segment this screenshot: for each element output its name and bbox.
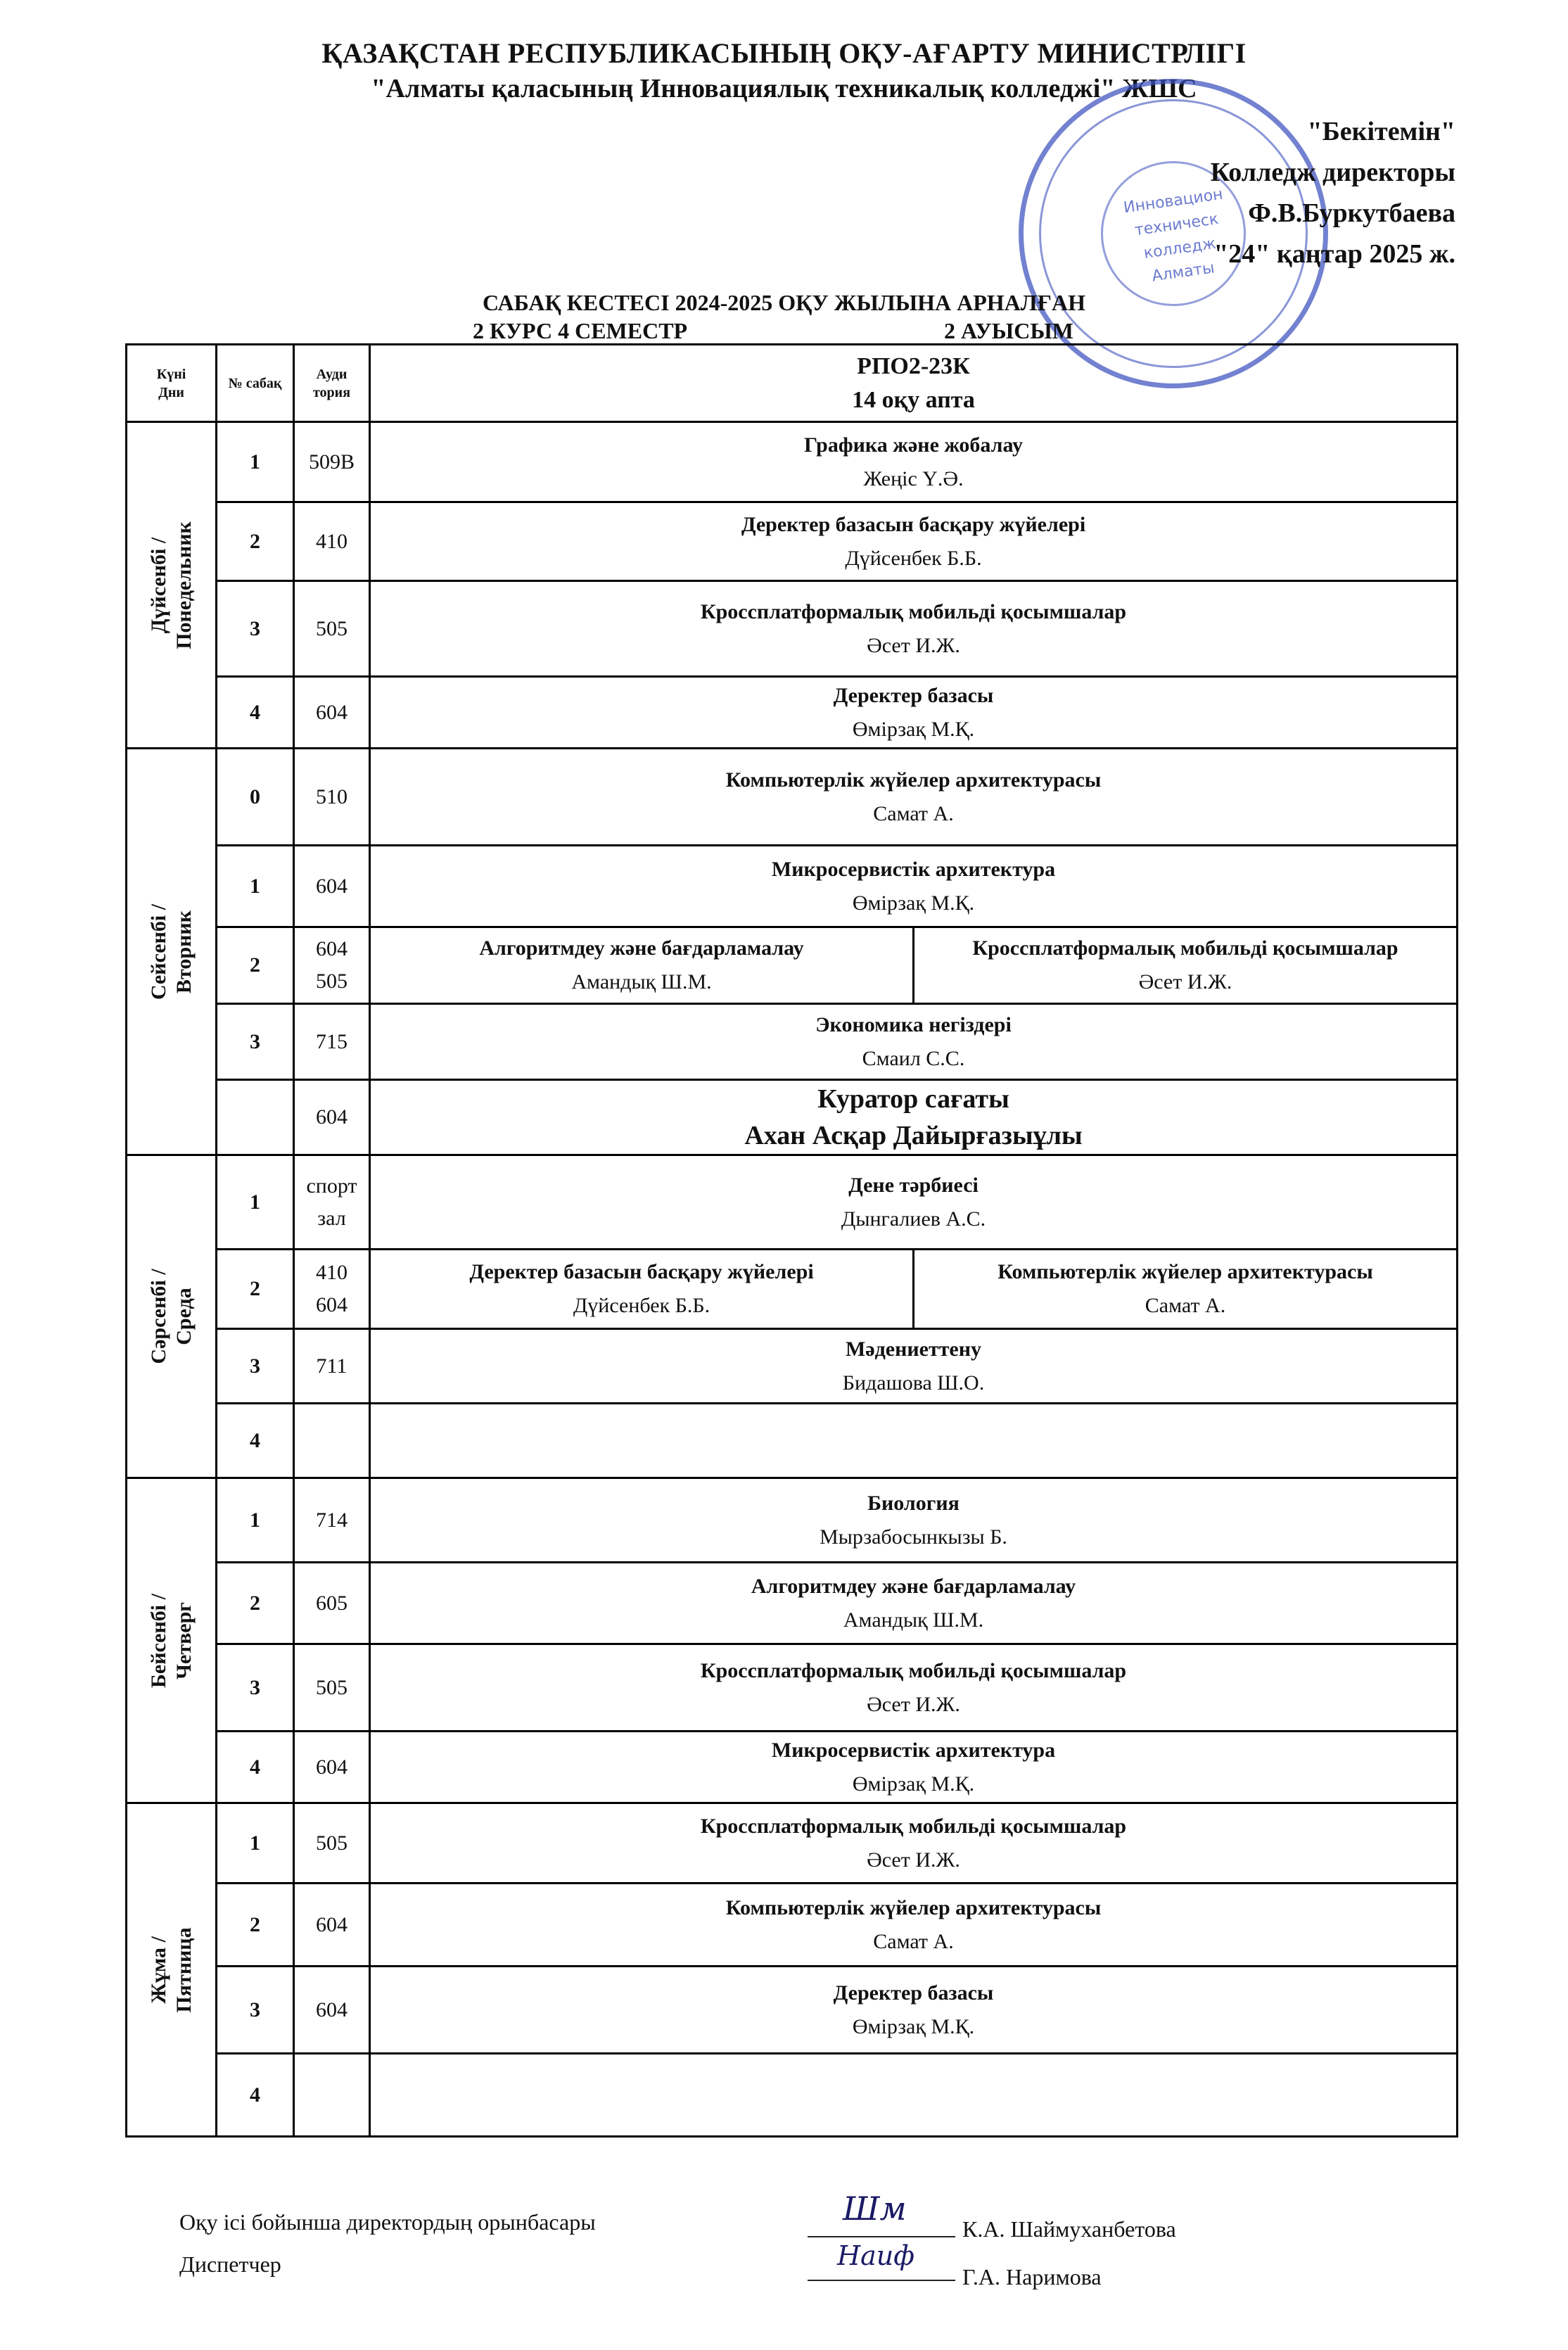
room-number: зал xyxy=(317,1206,346,1230)
room-number: 410 xyxy=(316,529,348,553)
group-header xyxy=(370,345,1458,422)
dispatcher-signature: Наиф xyxy=(837,2240,915,2271)
day-name-cell xyxy=(127,749,217,1155)
room-cell xyxy=(294,1329,370,1404)
lesson-number: 1 xyxy=(217,1155,294,1250)
room-cell xyxy=(294,502,370,581)
lesson-row xyxy=(127,1155,1458,1250)
lesson-number: 4 xyxy=(217,2054,294,2137)
teacher-name: Әсет И.Ж. xyxy=(867,1692,960,1716)
subject-name: Куратор сағаты xyxy=(817,1084,1009,1114)
teacher-name: Әсет И.Ж. xyxy=(867,1848,960,1872)
subject-name: Дене тәрбиесі xyxy=(848,1173,979,1197)
college-title: "Алматы қаласының Инновациялық техникалық колледжі" ЖШС xyxy=(371,74,1197,103)
lesson-number: 1 xyxy=(217,1478,294,1563)
lesson-number: 0 xyxy=(217,749,294,846)
lesson-row xyxy=(127,1080,1458,1155)
subject-cell xyxy=(370,927,1458,1004)
lesson-number: 2 xyxy=(217,927,294,1004)
lesson-row xyxy=(127,1250,1458,1329)
subject-name: Деректер базасын басқару жүйелері xyxy=(469,1260,814,1283)
lesson-row xyxy=(127,1884,1458,1967)
room-number: 604 xyxy=(316,1998,348,2021)
approval-date: "24" қаңтар 2025 ж. xyxy=(1213,239,1455,269)
col-header-lesson-number: № сабақ xyxy=(217,345,294,422)
course-semester: 2 КУРС 4 СЕМЕСТР xyxy=(473,318,688,343)
subject-name: Алгоритмдеу және бағдарламалау xyxy=(751,1574,1076,1598)
room-cell xyxy=(294,1644,370,1732)
subject-name: Кроссплатформалық мобильді қосымшалар xyxy=(700,1814,1127,1838)
room-cell xyxy=(294,581,370,677)
room-cell xyxy=(294,1004,370,1080)
subject-name: Деректер базасы xyxy=(833,683,994,707)
room-number: 604 xyxy=(316,1105,348,1129)
room-number: 711 xyxy=(316,1354,348,1378)
deputy-signature: Шм xyxy=(843,2190,907,2228)
subject-name: Микросервистік архитектура xyxy=(771,1738,1056,1762)
room-cell xyxy=(294,1563,370,1644)
lesson-number: 2 xyxy=(217,1563,294,1644)
teacher-name: Дынгалиев А.С. xyxy=(841,1207,986,1231)
lesson-number: 3 xyxy=(217,1967,294,2054)
subject-cell xyxy=(370,1644,1458,1732)
approval-position: Колледж директоры xyxy=(1210,158,1455,187)
room-cell xyxy=(294,2054,370,2137)
room-cell xyxy=(294,749,370,846)
lesson-row xyxy=(127,1329,1458,1404)
lesson-row xyxy=(127,1967,1458,2054)
lesson-row xyxy=(127,1803,1458,1884)
day-name: Жұма / Пятница xyxy=(146,1926,196,2013)
subgroup-cell xyxy=(371,1250,914,1328)
deputy-signature-line xyxy=(808,2236,955,2237)
lesson-number: 2 xyxy=(217,502,294,581)
teacher-name: Әсет И.Ж. xyxy=(1138,970,1232,993)
room-number: 604 xyxy=(316,700,348,724)
lesson-row xyxy=(127,2054,1458,2137)
schedule-table xyxy=(125,343,1458,2138)
subject-cell xyxy=(370,1478,1458,1563)
subject-cell xyxy=(370,1080,1458,1155)
room-number: 715 xyxy=(316,1029,348,1053)
subject-name: Компьютерлік жүйелер архитектурасы xyxy=(725,1895,1102,1919)
subject-name: Экономика негіздері xyxy=(815,1012,1012,1036)
teacher-name: Әсет И.Ж. xyxy=(867,633,960,657)
subject-cell xyxy=(370,1155,1458,1250)
dispatcher-signature-line xyxy=(808,2280,955,2281)
room-number: 505 xyxy=(316,1831,348,1855)
room-cell xyxy=(294,1803,370,1884)
teacher-name: Өмірзақ М.Қ. xyxy=(852,717,975,741)
room-number: 505 xyxy=(316,970,348,993)
lesson-row xyxy=(127,1004,1458,1080)
lesson-row xyxy=(127,1404,1458,1478)
dispatcher-name: Г.А. Наримова xyxy=(962,2264,1102,2289)
lesson-number: 4 xyxy=(217,677,294,749)
day-name: Дүйсенбі / Понедельник xyxy=(146,521,196,649)
teacher-name: Ахан Асқар Дайырғазыұлы xyxy=(744,1121,1083,1150)
subject-name: Кроссплатформалық мобильді қосымшалар xyxy=(700,1658,1127,1682)
subject-cell xyxy=(370,2054,1458,2137)
subject-cell xyxy=(370,502,1458,581)
teacher-name: Бидашова Ш.О. xyxy=(842,1371,985,1395)
teacher-name: Самат А. xyxy=(873,801,954,825)
room-number: 505 xyxy=(316,1675,348,1699)
room-cell xyxy=(294,1404,370,1478)
room-number: 714 xyxy=(316,1508,348,1532)
day-name-cell xyxy=(127,1478,217,1803)
col-header-day: Күні Дни xyxy=(127,345,217,422)
teacher-name: Дүйсенбек Б.Б. xyxy=(845,546,982,570)
subject-cell xyxy=(370,1250,1458,1329)
group-code: РПО2-23К xyxy=(857,352,970,379)
lesson-row xyxy=(127,1732,1458,1803)
subject-name: Деректер базасын басқару жүйелері xyxy=(741,512,1086,536)
approval-director-name: Ф.В.Буркутбаева xyxy=(1248,198,1455,228)
subject-name: Кроссплатформалық мобильді қосымшалар xyxy=(972,936,1398,960)
subject-name: Графика және жобалау xyxy=(803,433,1023,457)
subject-cell xyxy=(370,1563,1458,1644)
deputy-director-title: Оқу ісі бойынша директордың орынбасары xyxy=(179,2209,596,2235)
lesson-row xyxy=(127,422,1458,502)
lesson-row xyxy=(127,749,1458,846)
subgroup-cell xyxy=(914,1250,1457,1328)
lesson-row xyxy=(127,927,1458,1004)
subject-cell xyxy=(370,1967,1458,2054)
day-name: Сейсенбі / Вторник xyxy=(146,903,196,1000)
lesson-number: 3 xyxy=(217,1004,294,1080)
subject-name: Компьютерлік жүйелер архитектурасы xyxy=(997,1260,1373,1283)
teacher-name: Самат А. xyxy=(873,1929,954,1953)
teacher-name: Өмірзақ М.Қ. xyxy=(852,891,975,915)
teacher-name: Амандық Ш.М. xyxy=(571,970,712,993)
room-cell xyxy=(294,927,370,1004)
room-cell xyxy=(294,846,370,927)
shift-label: 2 АУЫСЫМ xyxy=(944,318,1073,343)
subject-name: Биология xyxy=(867,1491,960,1515)
lesson-row xyxy=(127,581,1458,677)
split-subject-table xyxy=(371,928,1456,1003)
schedule-body xyxy=(127,345,1458,2137)
teacher-name: Самат А. xyxy=(1145,1294,1226,1317)
ministry-title: ҚАЗАҚСТАН РЕСПУБЛИКАСЫНЫҢ ОҚУ-АҒАРТУ МИНИСТРЛІГІ xyxy=(321,37,1247,69)
subject-cell xyxy=(370,1732,1458,1803)
room-number: 505 xyxy=(316,616,348,640)
dispatcher-title: Диспетчер xyxy=(179,2251,281,2277)
subject-cell xyxy=(370,1329,1458,1404)
subject-cell xyxy=(370,581,1458,677)
lesson-row xyxy=(127,846,1458,927)
lesson-row xyxy=(127,502,1458,581)
room-cell xyxy=(294,1155,370,1250)
subject-name: Деректер базасы xyxy=(833,1981,994,2005)
seal-center-text: Инновацион техническ колледж Алматы xyxy=(1122,185,1225,286)
subject-cell xyxy=(370,422,1458,502)
room-cell xyxy=(294,677,370,749)
lesson-number: 3 xyxy=(217,1644,294,1732)
lesson-row xyxy=(127,1563,1458,1644)
subject-name: Мәдениеттену xyxy=(845,1337,982,1361)
lesson-number: 3 xyxy=(217,1329,294,1404)
split-subject-table xyxy=(371,1250,1456,1328)
day-name-cell xyxy=(127,1155,217,1478)
lesson-number: 1 xyxy=(217,846,294,927)
room-number: 604 xyxy=(316,1755,348,1779)
deputy-director-name: К.А. Шаймуханбетова xyxy=(962,2216,1176,2242)
subject-cell xyxy=(370,1803,1458,1884)
subject-name: Алгоритмдеу және бағдарламалау xyxy=(479,936,804,960)
day-name: Бейсенбі / Четверг xyxy=(146,1593,196,1688)
teacher-name: Жеңіс Ү.Ә. xyxy=(863,466,964,490)
table-header-row xyxy=(127,345,1458,422)
day-name: Сәрсенбі / Среда xyxy=(146,1269,196,1364)
room-number: 604 xyxy=(316,874,348,898)
schedule-title: САБАҚ КЕСТЕСІ 2024-2025 ОҚУ ЖЫЛЫНА АРНАЛҒАН xyxy=(483,290,1085,315)
lesson-row xyxy=(127,1478,1458,1563)
subject-cell xyxy=(370,1404,1458,1478)
teacher-name: Өмірзақ М.Қ. xyxy=(852,1772,975,1796)
subject-cell xyxy=(370,846,1458,927)
room-cell xyxy=(294,1884,370,1967)
teacher-name: Амандық Ш.М. xyxy=(843,1608,984,1632)
subject-name: Компьютерлік жүйелер архитектурасы xyxy=(725,768,1102,792)
lesson-number: 3 xyxy=(217,581,294,677)
room-number: 509В xyxy=(308,450,355,474)
day-name-cell xyxy=(127,422,217,749)
room-number: спорт xyxy=(306,1174,357,1198)
teacher-name: Дүйсенбек Б.Б. xyxy=(573,1294,710,1317)
room-cell xyxy=(294,1967,370,2054)
room-cell xyxy=(294,422,370,502)
study-week: 14 оқу апта xyxy=(852,386,975,413)
room-number: 410 xyxy=(316,1261,348,1284)
room-number: 604 xyxy=(316,1293,348,1316)
room-number: 604 xyxy=(316,937,348,960)
lesson-number: 4 xyxy=(217,1732,294,1803)
room-number: 605 xyxy=(316,1591,348,1615)
teacher-name: Өмірзақ М.Қ. xyxy=(852,2014,975,2038)
room-cell xyxy=(294,1732,370,1803)
lesson-number xyxy=(217,1080,294,1155)
subgroup-cell xyxy=(914,928,1457,1003)
lesson-number: 1 xyxy=(217,422,294,502)
subject-name: Кроссплатформалық мобильді қосымшалар xyxy=(700,599,1127,623)
room-number: 510 xyxy=(316,785,348,808)
subgroup-cell xyxy=(371,928,914,1003)
room-cell xyxy=(294,1478,370,1563)
subject-cell xyxy=(370,677,1458,749)
room-cell xyxy=(294,1250,370,1329)
lesson-number: 1 xyxy=(217,1803,294,1884)
day-name-cell xyxy=(127,1803,217,2137)
approval-title: "Бекітемін" xyxy=(1307,117,1455,146)
col-header-room: Ауди тория xyxy=(294,345,370,422)
lesson-row xyxy=(127,677,1458,749)
teacher-name: Мырзабосынкызы Б. xyxy=(820,1525,1007,1549)
lesson-number: 4 xyxy=(217,1404,294,1478)
room-number: 604 xyxy=(316,1912,348,1936)
subject-name: Микросервистік архитектура xyxy=(771,857,1056,881)
lesson-row xyxy=(127,1644,1458,1732)
subject-cell xyxy=(370,1004,1458,1080)
lesson-number: 2 xyxy=(217,1250,294,1329)
subject-cell xyxy=(370,749,1458,846)
teacher-name: Смаил С.С. xyxy=(862,1046,965,1070)
subject-cell xyxy=(370,1884,1458,1967)
lesson-number: 2 xyxy=(217,1884,294,1967)
room-cell xyxy=(294,1080,370,1155)
